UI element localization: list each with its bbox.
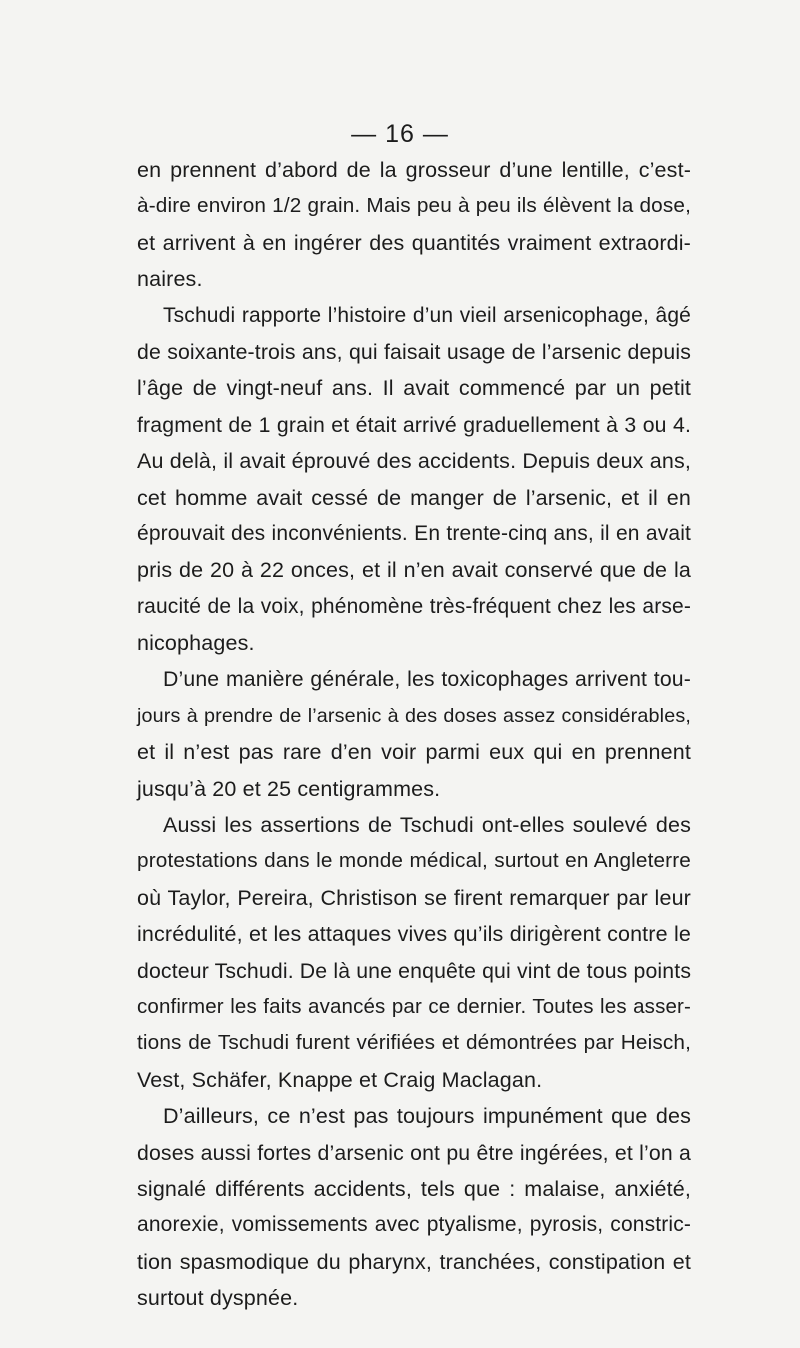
text-line: Aussi les assertions de Tschudi ont-elles soulevé des (163, 813, 691, 838)
text-line: incrédulité, et les attaques vives qu’ils dirigèrent contre le (137, 922, 691, 947)
text-line: confirmer les faits avancés par ce dernier. Toutes les asser- (137, 994, 691, 1018)
text-line: doses aussi fortes d’arsenic ont pu être ingérées, et l’on a (137, 1140, 691, 1165)
text-line: et il n’est pas rare d’en voir parmi eux qui en prennent (137, 740, 691, 765)
text-line: signalé différents accidents, tels que : malaise, anxiété, (137, 1176, 691, 1201)
text-line: et arrivent à en ingérer des quantités vraiment extraordi- (137, 230, 691, 255)
page-number: — 16 — (351, 120, 449, 148)
text-line: jusqu’à 20 et 25 centigrammes. (137, 776, 441, 801)
text-line: cet homme avait cessé de manger de l’arsenic, et il en (137, 485, 691, 510)
text-line: naires. (137, 267, 203, 292)
text-line: tion spasmodique du pharynx, tranchées, constipation et (137, 1249, 691, 1274)
text-line: où Taylor, Pereira, Christison se firent remarquer par leur (137, 885, 691, 910)
text-line: à-dire environ 1/2 grain. Mais peu à peu ils élèvent la dose, (137, 194, 691, 218)
text-line: D’une manière générale, les toxicophages arrivent tou- (163, 667, 691, 692)
text-line: surtout dyspnée. (137, 1286, 299, 1311)
text-line: Au delà, il avait éprouvé des accidents. Depuis deux ans, (137, 449, 691, 474)
text-line: en prennent d’abord de la grosseur d’une lentille, c’est- (137, 158, 691, 182)
text-line: Vest, Schäfer, Knappe et Craig Maclagan. (137, 1067, 543, 1092)
text-line: tions de Tschudi furent vérifiées et démontrées par Heisch, (137, 1031, 691, 1055)
text-line: raucité de la voix, phénomène très-fréquent chez les arse- (137, 594, 691, 618)
text-line: fragment de 1 grain et était arrivé graduellement à 3 ou 4. (137, 412, 691, 437)
text-line: l’âge de vingt-neuf ans. Il avait commencé par un petit (137, 376, 691, 401)
text-line: docteur Tschudi. De là une enquête qui vint de tous points (137, 958, 692, 983)
text-line: éprouvait des inconvénients. En trente-cinq ans, il en avait (137, 521, 691, 545)
text-line: anorexie, vomissements avec ptyalisme, pyrosis, constric- (137, 1213, 691, 1237)
text-line: de soixante-trois ans, qui faisait usage de l’arsenic depuis (137, 339, 691, 364)
text-line: D’ailleurs, ce n’est pas toujours impunément que des (163, 1104, 691, 1129)
text-line: protestations dans le monde médical, surtout en Angleterre (137, 849, 691, 873)
body-text (137, 152, 691, 1317)
text-line: Tschudi rapporte l’histoire d’un vieil arsenicophage, âgé (163, 303, 691, 327)
text-line: jours à prendre de l’arsenic à des doses assez considérables, (137, 704, 691, 727)
text-line: nicophages. (137, 631, 255, 656)
text-line: pris de 20 à 22 onces, et il n’en avait conservé que de la (137, 558, 691, 583)
